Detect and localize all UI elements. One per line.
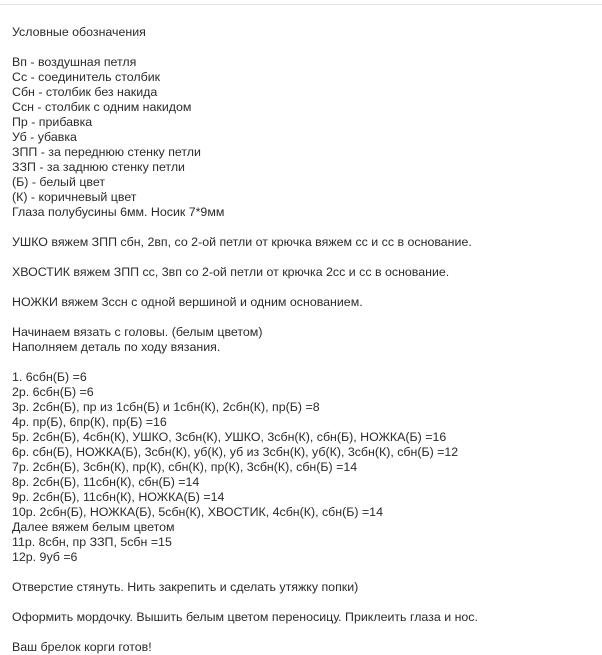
spacer bbox=[12, 310, 597, 325]
spacer bbox=[12, 220, 597, 235]
spacer bbox=[12, 595, 597, 610]
face-instruction: Оформить мордочку. Вышить белым цветом переносицу. Приклеить глаза и нос. bbox=[12, 610, 478, 624]
finish-instruction: Отверстие стянуть. Нить закрепить и сделать утяжку попки) bbox=[12, 580, 359, 594]
legend-item: ЗПП - за переднюю стенку петли bbox=[12, 145, 201, 159]
spacer bbox=[12, 40, 597, 55]
legend-item: Пр - прибавка bbox=[12, 115, 93, 129]
row-item: Далее вяжем белым цветом bbox=[12, 520, 175, 534]
legend-item: Сбн - столбик без накида bbox=[12, 85, 158, 99]
ear-instruction: УШКО вяжем ЗПП сбн, 2вп, со 2-ой петли от крючка вяжем сс и сс в основание. bbox=[12, 235, 472, 249]
legend-item: (К) - коричневый цвет bbox=[12, 190, 137, 204]
row-item: 3р. 2сбн(Б), пр из 1сбн(Б) и 1сбн(К), 2сбн(К), пр(Б) =8 bbox=[12, 400, 320, 414]
spacer bbox=[12, 280, 597, 295]
legend-item: Сс - соединитель столбик bbox=[12, 70, 161, 84]
spacer bbox=[12, 625, 597, 640]
legend-item: Ссн - столбик с одним накидом bbox=[12, 100, 192, 114]
legend-item: Уб - убавка bbox=[12, 130, 77, 144]
final-note: Ваш брелок корги готов! bbox=[12, 640, 152, 654]
start-instruction: Начинаем вязать с головы. (белым цветом) bbox=[12, 325, 263, 339]
legend-title: Условные обозначения bbox=[12, 25, 146, 39]
row-item: 8р. 2сбн(Б), 11сбн(К), сбн(Б) =14 bbox=[12, 475, 200, 489]
start-instruction: Наполняем деталь по ходу вязания. bbox=[12, 340, 221, 354]
pattern-document bbox=[12, 25, 597, 655]
row-item: 5р. 2сбн(Б), 4сбн(К), УШКО, 3сбн(К), УШКО, 3сбн(К), сбн(Б), НОЖКА(Б) =16 bbox=[12, 430, 447, 444]
legend-list bbox=[12, 55, 597, 220]
legend-item: Глаза полубусины 6мм. Носик 7*9мм bbox=[12, 205, 225, 219]
row-item: 11р. 8сбн, пр ЗЗП, 5сбн =15 bbox=[12, 535, 172, 549]
row-item: 7р. 2сбн(Б), 3сбн(К), пр(К), сбн(К), пр(К), 3сбн(К), сбн(Б) =14 bbox=[12, 460, 358, 474]
spacer bbox=[12, 565, 597, 580]
row-item: 4р. пр(Б), 6пр(К), пр(Б) =16 bbox=[12, 415, 167, 429]
legend-item: ЗЗП - за заднюю стенку петли bbox=[12, 160, 185, 174]
legend-item: (Б) - белый цвет bbox=[12, 175, 106, 189]
row-item: 12р. 9уб =6 bbox=[12, 550, 78, 564]
row-item: 10р. 2сбн(Б), НОЖКА(Б), 5сбн(К), ХВОСТИК, 4сбн(К), сбн(Б) =14 bbox=[12, 505, 383, 519]
row-list bbox=[12, 370, 597, 565]
legs-instruction: НОЖКИ вяжем 3ссн с одной вершиной и одним основанием. bbox=[12, 295, 363, 309]
row-item: 6р. сбн(Б), НОЖКА(Б), 3сбн(К), уб(К), уб из 3сбн(К), уб(К), 3сбн(К), сбн(Б) =12 bbox=[12, 445, 459, 459]
spacer bbox=[12, 355, 597, 370]
spacer bbox=[12, 250, 597, 265]
row-item: 2р. 6сбн(Б) =6 bbox=[12, 385, 94, 399]
tail-instruction: ХВОСТИК вяжем ЗПП сс, 3вп со 2-ой петли от крючка 2сс и сс в основание. bbox=[12, 265, 450, 279]
row-item: 1. 6сбн(Б) =6 bbox=[12, 370, 87, 384]
top-divider bbox=[0, 4, 602, 5]
row-item: 9р. 2сбн(Б), 11сбн(К), НОЖКА(Б) =14 bbox=[12, 490, 225, 504]
legend-item: Вп - воздушная петля bbox=[12, 55, 137, 69]
